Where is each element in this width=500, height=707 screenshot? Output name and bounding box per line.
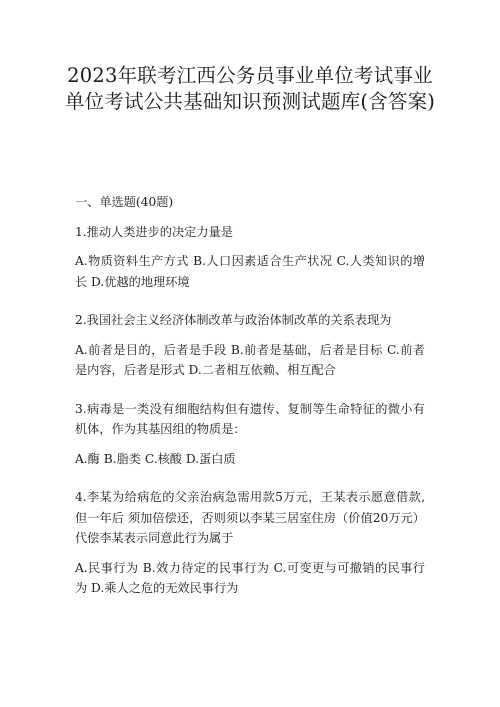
question-1 bbox=[75, 222, 425, 293]
section-heading: 一、单选题(40题) bbox=[75, 195, 174, 209]
question-options: A.前者是目的，后者是手段 B.前者是基础，后者是目标 C.前者是内容，后者是形式 D.二者相互依赖、相互配合 bbox=[75, 342, 425, 377]
question-4 bbox=[75, 487, 425, 599]
question-options: A.民事行为 B.效力待定的民事行为 C.可变更与可撤销的民事行为 D.乘人之危的无效民事行为 bbox=[75, 560, 425, 595]
document-body bbox=[75, 192, 425, 617]
question-stem: 4.李某为给病危的父亲治病急需用款5万元，王某表示愿意借款,但一年后 须加倍偿还，否则须以李某三居室住房（价值20万元）代偿李某表示同意此行为属于 bbox=[75, 490, 425, 545]
question-stem: 2.我国社会主义经济体制改革与政治体制改革的关系表现为 bbox=[75, 313, 392, 327]
question-stem: 3.病毒是一类没有细胞结构但有遗传、复制等生命特征的微小有机体，作为其基因组的物质是： bbox=[75, 401, 425, 436]
question-options: A.酶 B.脂类 C.核酸 D.蛋白质 bbox=[75, 451, 236, 466]
document-title: 2023年联考江西公务员事业单位考试事业单位考试公共基础知识预测试题库(含答案) bbox=[64, 64, 436, 113]
question-2 bbox=[75, 310, 425, 381]
question-options: A.物质资料生产方式 B.人口因素适合生产状况 C.人类知识的增长 D.优越的地理环境 bbox=[75, 254, 425, 289]
question-stem: 1.推动人类进步的决定力量是 bbox=[75, 224, 233, 239]
question-3 bbox=[75, 399, 425, 470]
